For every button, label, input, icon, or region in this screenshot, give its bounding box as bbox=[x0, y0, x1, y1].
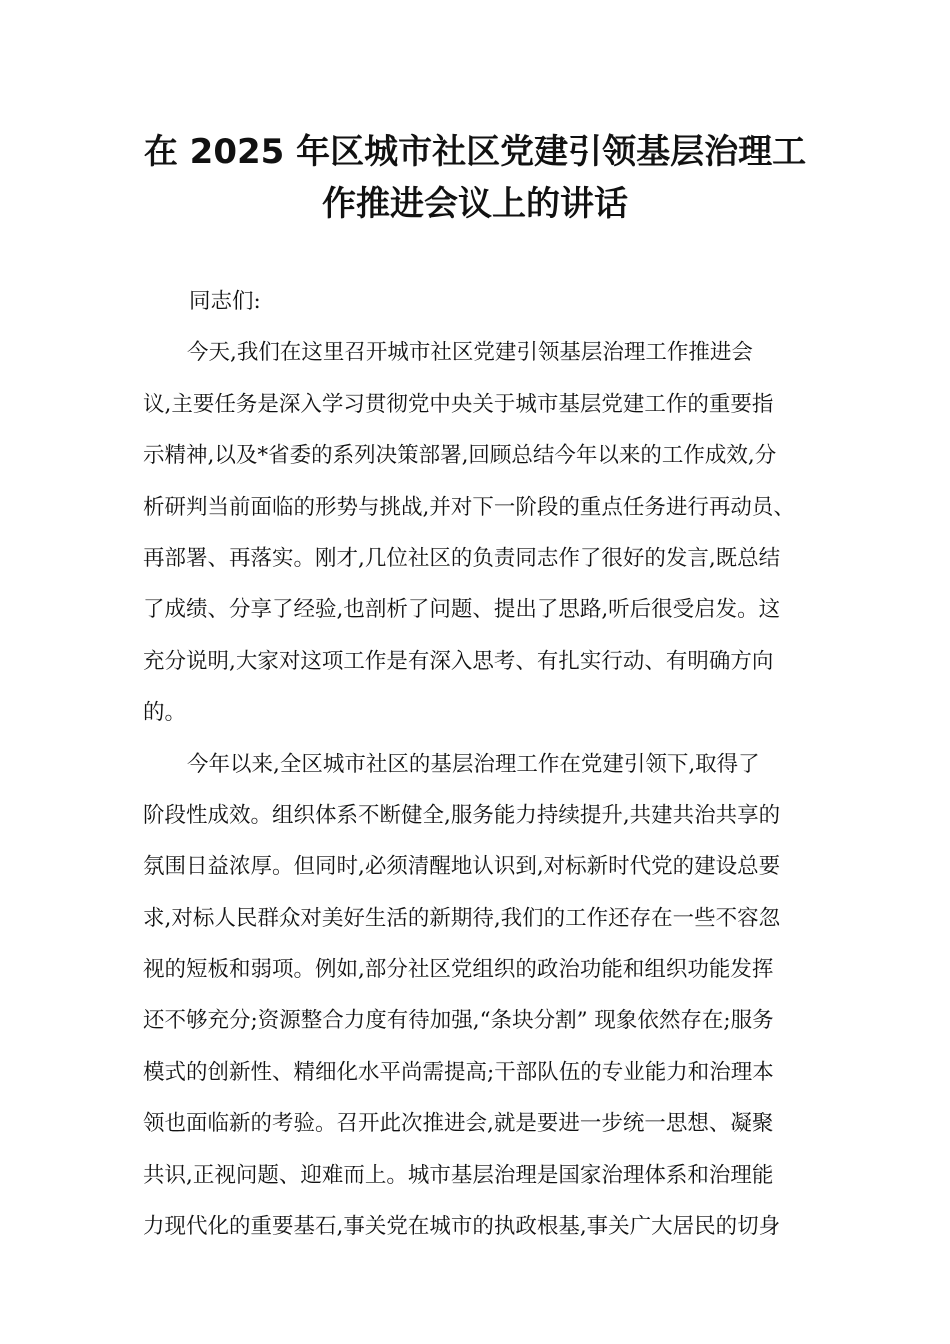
document-title bbox=[120, 126, 830, 230]
paragraph-line: 共识,正视问题、迎难而上。城市基层治理是国家治理体系和治理能 bbox=[143, 1162, 774, 1188]
paragraph-line: 领也面临新的考验。召开此次推进会,就是要进一步统一思想、凝聚 bbox=[143, 1111, 774, 1137]
paragraph-line: 析研判当前面临的形势与挑战,并对下一阶段的重点任务进行再动员、 bbox=[143, 494, 795, 520]
paragraph-line: 了成绩、分享了经验,也剖析了问题、提出了思路,听后很受启发。这 bbox=[143, 597, 781, 623]
paragraph-line: 今天,我们在这里召开城市社区党建引领基层治理工作推进会 bbox=[187, 340, 753, 366]
paragraph-line: 模式的创新性、精细化水平尚需提高;干部队伍的专业能力和治理本 bbox=[143, 1059, 774, 1085]
paragraph bbox=[143, 739, 823, 1253]
title-line: 在 2025 年区城市社区党建引领基层治理工 bbox=[143, 132, 807, 172]
paragraph-line: 议,主要任务是深入学习贯彻党中央关于城市基层党建工作的重要指 bbox=[143, 391, 774, 417]
paragraph bbox=[143, 327, 823, 738]
paragraph-line: 示精神,以及*省委的系列决策部署,回顾总结今年以来的工作成效,分 bbox=[143, 443, 777, 469]
paragraph-line: 力现代化的重要基石,事关党在城市的执政根基,事关广大居民的切身 bbox=[143, 1214, 781, 1240]
paragraph-line: 视的短板和弱项。例如,部分社区党组织的政治功能和组织功能发挥 bbox=[143, 957, 774, 983]
paragraph-line: 再部署、再落实。刚才,几位社区的负责同志作了很好的发言,既总结 bbox=[143, 545, 781, 571]
paragraph-line: 求,对标人民群众对美好生活的新期待,我们的工作还存在一些不容忽 bbox=[143, 905, 781, 931]
title-line: 作推进会议上的讲话 bbox=[322, 184, 628, 224]
paragraph-line: 阶段性成效。组织体系不断健全,服务能力持续提升,共建共治共享的 bbox=[143, 802, 781, 828]
paragraph-line: 氛围日益浓厚。但同时,必须清醒地认识到,对标新时代党的建设总要 bbox=[143, 854, 781, 880]
paragraph-line: 还不够充分;资源整合力度有待加强,“条块分割” 现象依然存在;服务 bbox=[143, 1008, 774, 1034]
paragraph-line: 今年以来,全区城市社区的基层治理工作在党建引领下,取得了 bbox=[187, 751, 760, 777]
greeting: 同志们: bbox=[189, 289, 261, 314]
paragraph-line: 充分说明,大家对这项工作是有深入思考、有扎实行动、有明确方向 bbox=[143, 648, 774, 674]
paragraph-line: 的。 bbox=[143, 700, 187, 726]
document-body bbox=[143, 276, 823, 1252]
